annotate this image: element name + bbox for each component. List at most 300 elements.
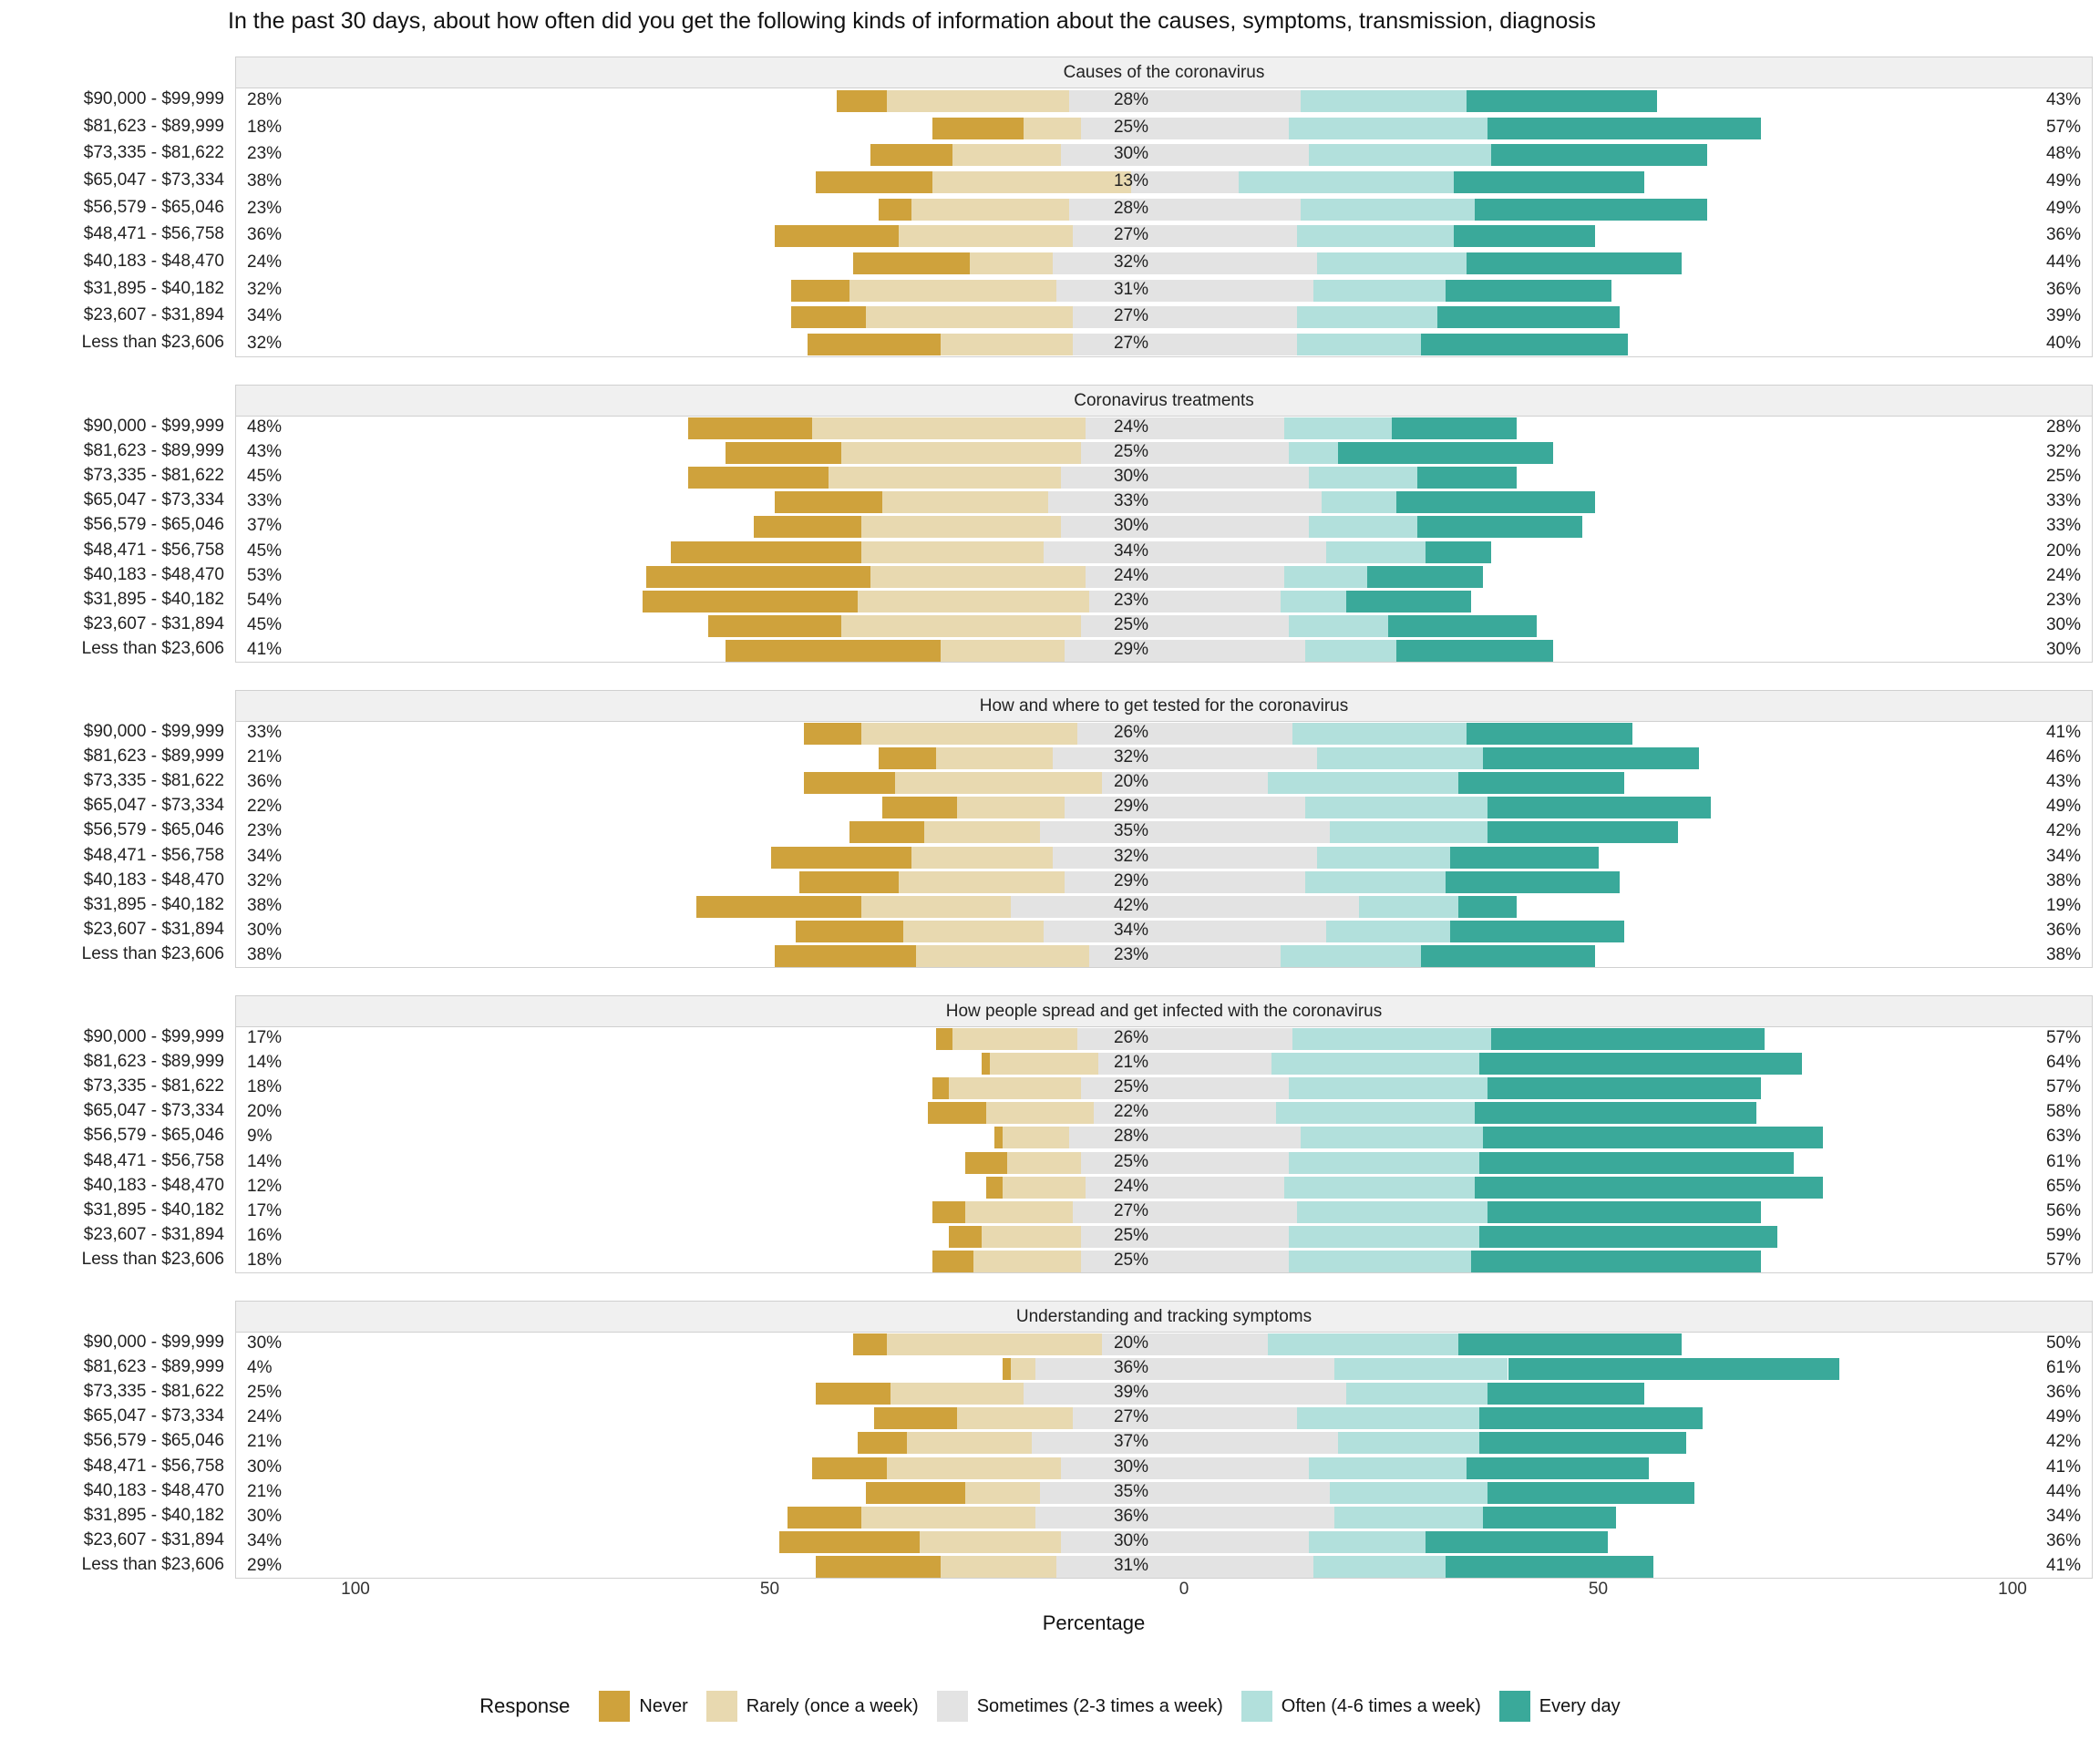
bar-segment-rarely [982, 1226, 1081, 1248]
bar-segment-every-day [1446, 871, 1620, 893]
bar-label-sometimes: 30% [1113, 144, 1148, 164]
bar-label-sometimes: 30% [1113, 1531, 1148, 1551]
bar-label-negative: 22% [247, 797, 283, 817]
bar-segment-every-day [1471, 1251, 1761, 1272]
bar-label-negative: 25% [247, 1383, 283, 1402]
legend-item[interactable] [599, 1691, 687, 1722]
bar-label-negative: 38% [247, 896, 283, 915]
bar-segment-sometimes [1053, 747, 1318, 769]
bar-label-negative: 23% [247, 821, 283, 841]
bar-segment-never [726, 442, 841, 464]
bar-segment-every-day [1396, 640, 1554, 662]
bar-label-sometimes: 23% [1113, 591, 1148, 610]
bar-segment-every-day [1479, 1407, 1703, 1429]
bar-segment-every-day [1450, 921, 1624, 942]
bar-segment-often [1297, 1201, 1488, 1223]
bar-segment-never [688, 417, 812, 439]
bar-segment-often [1297, 306, 1438, 328]
bar-segment-never [858, 1432, 908, 1454]
bar-label-negative: 24% [247, 1407, 283, 1427]
chart-panel [235, 57, 2093, 357]
bar-segment-every-day [1479, 1053, 1803, 1075]
bar-segment-rarely [841, 615, 1082, 637]
bar-label-negative: 53% [247, 565, 283, 585]
bar-segment-never [771, 847, 912, 869]
bar-label-negative: 18% [247, 1077, 283, 1096]
bar-label-sometimes: 33% [1113, 491, 1148, 511]
bar-label-negative: 14% [247, 1151, 283, 1171]
bar-segment-never [932, 1201, 965, 1223]
bar-segment-often [1330, 1482, 1488, 1504]
bar-label-positive: 61% [2045, 1151, 2081, 1171]
bar-segment-never [796, 921, 903, 942]
bar-label-positive: 57% [2045, 1027, 2081, 1047]
bar-segment-never [816, 171, 932, 193]
bar-segment-every-day [1417, 516, 1583, 538]
bar-label-sometimes: 35% [1113, 821, 1148, 841]
y-axis-label: Less than $23,606 [81, 333, 224, 353]
bar-segment-often [1317, 847, 1449, 869]
bar-segment-every-day [1491, 1028, 1765, 1050]
bar-segment-every-day [1367, 566, 1483, 588]
y-axis-label: $56,579 - $65,046 [83, 515, 224, 535]
bar-segment-rarely [941, 1556, 1056, 1578]
bar-segment-often [1301, 199, 1475, 221]
bar-segment-rarely [841, 442, 1082, 464]
bar-segment-never [928, 1102, 986, 1124]
bar-label-sometimes: 29% [1113, 870, 1148, 890]
bar-segment-every-day [1458, 772, 1624, 794]
bar-segment-rarely [1024, 118, 1082, 139]
y-axis-label: $65,047 - $73,334 [83, 796, 224, 816]
y-axis-label: $90,000 - $99,999 [83, 1026, 224, 1046]
bar-segment-rarely [887, 1333, 1102, 1355]
bar-segment-every-day [1488, 821, 1678, 843]
bar-label-negative: 29% [247, 1556, 283, 1576]
bar-label-sometimes: 24% [1113, 417, 1148, 437]
bar-segment-rarely [903, 921, 1045, 942]
bar-segment-sometimes [1065, 871, 1305, 893]
bar-segment-sometimes [1077, 1028, 1292, 1050]
bar-segment-never [837, 90, 887, 112]
bar-segment-sometimes [1044, 541, 1325, 563]
bar-segment-every-day [1467, 252, 1682, 274]
bar-segment-sometimes [1081, 442, 1288, 464]
bar-segment-every-day [1479, 1226, 1777, 1248]
bar-segment-often [1334, 1358, 1508, 1380]
bar-label-positive: 41% [2045, 722, 2081, 742]
bar-segment-never [932, 1077, 949, 1099]
bar-segment-sometimes [1081, 1077, 1288, 1099]
bar-segment-never [874, 1407, 957, 1429]
bar-label-negative: 32% [247, 279, 283, 299]
bar-segment-sometimes [1069, 1127, 1302, 1148]
bar-segment-every-day [1483, 747, 1698, 769]
bar-label-positive: 39% [2045, 306, 2081, 326]
bar-segment-rarely [986, 1102, 1094, 1124]
y-axis-label: $40,183 - $48,470 [83, 564, 224, 584]
bar-segment-sometimes [1053, 252, 1318, 274]
bar-label-negative: 9% [247, 1127, 273, 1147]
bar-segment-sometimes [1048, 491, 1322, 513]
bar-segment-rarely [861, 1507, 1035, 1529]
bar-label-positive: 42% [2045, 821, 2081, 841]
bar-segment-rarely [970, 252, 1053, 274]
chart-panel [235, 1301, 2093, 1579]
bar-segment-rarely [941, 640, 1065, 662]
bar-segment-rarely [861, 541, 1044, 563]
chart-panel [235, 995, 2093, 1273]
x-axis-title: Percentage [1042, 1611, 1146, 1634]
bar-segment-sometimes [1061, 467, 1310, 489]
bar-label-sometimes: 25% [1113, 1226, 1148, 1246]
bar-segment-rarely [899, 225, 1073, 247]
bar-segment-rarely [965, 1201, 1073, 1223]
bar-segment-often [1346, 1383, 1488, 1405]
legend-swatch [1241, 1691, 1272, 1722]
bar-label-positive: 19% [2045, 896, 2081, 915]
bar-segment-often [1289, 1226, 1479, 1248]
bar-label-negative: 34% [247, 306, 283, 326]
bar-label-negative: 33% [247, 491, 283, 511]
bar-label-negative: 32% [247, 870, 283, 890]
y-axis-label: $81,623 - $89,999 [83, 116, 224, 136]
legend-item[interactable] [1499, 1691, 1621, 1722]
bar-segment-often [1301, 1127, 1483, 1148]
bar-segment-sometimes [1081, 1152, 1288, 1174]
legend-swatch [599, 1691, 630, 1722]
y-axis-label: $40,183 - $48,470 [83, 1480, 224, 1500]
y-axis-label: $56,579 - $65,046 [83, 820, 224, 840]
bar-label-positive: 40% [2045, 334, 2081, 354]
bar-segment-rarely [920, 1531, 1061, 1553]
y-axis-label: $31,895 - $40,182 [83, 278, 224, 298]
panel-title: Causes of the coronavirus [236, 57, 2092, 88]
y-axis-label: $23,607 - $31,894 [83, 920, 224, 940]
legend-item[interactable] [937, 1691, 1223, 1722]
y-axis-label: $48,471 - $56,758 [83, 1456, 224, 1476]
legend-swatch [1499, 1691, 1530, 1722]
bar-segment-every-day [1483, 1127, 1823, 1148]
bar-segment-never [804, 772, 895, 794]
bar-label-negative: 17% [247, 1027, 283, 1047]
panel-plot-area [236, 1332, 2092, 1578]
y-axis-label: $81,623 - $89,999 [83, 1356, 224, 1376]
bar-label-negative: 16% [247, 1226, 283, 1246]
bar-segment-never [1003, 1358, 1011, 1380]
y-axis-label: $73,335 - $81,622 [83, 1382, 224, 1401]
bar-label-sometimes: 39% [1113, 1383, 1148, 1402]
bar-segment-often [1334, 1507, 1484, 1529]
bar-label-positive: 30% [2045, 615, 2081, 635]
panel-title: How and where to get tested for the coronavirus [236, 691, 2092, 722]
bar-segment-every-day [1467, 90, 1657, 112]
y-axis-label: $56,579 - $65,046 [83, 1431, 224, 1451]
y-axis-label: $31,895 - $40,182 [83, 1506, 224, 1525]
bar-label-sometimes: 32% [1113, 846, 1148, 866]
bar-segment-often [1297, 225, 1455, 247]
chart-title: In the past 30 days, about how often did you get the following kinds of information about the causes, symptoms, transmission, diagnosis [228, 8, 1596, 34]
bar-label-negative: 30% [247, 1507, 283, 1526]
bar-segment-often [1289, 1077, 1488, 1099]
bar-segment-often [1284, 1177, 1475, 1199]
bar-label-positive: 33% [2045, 516, 2081, 536]
bar-label-sometimes: 42% [1113, 896, 1148, 915]
bar-label-positive: 36% [2045, 225, 2081, 245]
bar-segment-every-day [1483, 1507, 1615, 1529]
bar-segment-never [879, 747, 937, 769]
panel-title: How people spread and get infected with the coronavirus [236, 996, 2092, 1027]
bar-segment-never [775, 945, 916, 967]
y-axis-label: Less than $23,606 [81, 1250, 224, 1270]
bar-label-negative: 30% [247, 1333, 283, 1353]
bar-segment-every-day [1388, 615, 1538, 637]
bar-segment-every-day [1475, 1102, 1756, 1124]
bar-label-sometimes: 25% [1113, 1077, 1148, 1096]
bar-segment-often [1359, 896, 1458, 918]
bar-segment-every-day [1446, 280, 1611, 302]
bar-segment-rarely [965, 1482, 1040, 1504]
bar-segment-never [808, 334, 940, 355]
bar-segment-sometimes [1069, 90, 1302, 112]
bar-segment-every-day [1396, 491, 1595, 513]
bar-label-sometimes: 25% [1113, 117, 1148, 137]
bar-label-positive: 41% [2045, 1556, 2081, 1576]
bar-segment-never [708, 615, 840, 637]
bar-label-positive: 61% [2045, 1357, 2081, 1377]
bar-segment-never [754, 516, 861, 538]
bar-segment-sometimes [1065, 797, 1305, 818]
bar-segment-sometimes [1069, 199, 1302, 221]
bar-segment-every-day [1467, 723, 1632, 745]
bar-segment-every-day [1491, 144, 1706, 166]
bar-segment-every-day [1446, 1556, 1652, 1578]
bar-label-sometimes: 27% [1113, 225, 1148, 245]
bar-segment-every-day [1475, 199, 1707, 221]
x-axis-tick: 50 [759, 1580, 780, 1599]
bar-segment-rarely [952, 144, 1060, 166]
bar-segment-often [1289, 442, 1339, 464]
bar-segment-never [812, 1457, 887, 1479]
bar-segment-sometimes [1073, 1407, 1296, 1429]
y-axis-label: $73,335 - $81,622 [83, 1076, 224, 1096]
bar-segment-never [936, 1028, 952, 1050]
bar-label-sometimes: 37% [1113, 1432, 1148, 1452]
bar-segment-never [853, 252, 969, 274]
bar-segment-sometimes [1061, 144, 1310, 166]
bar-segment-often [1292, 723, 1467, 745]
y-axis-label: $23,607 - $31,894 [83, 305, 224, 325]
bar-segment-often [1281, 945, 1422, 967]
bar-segment-every-day [1346, 591, 1470, 612]
bar-segment-never [994, 1127, 1003, 1148]
bar-segment-often [1317, 747, 1483, 769]
bar-label-positive: 43% [2045, 89, 2081, 109]
bar-segment-never [804, 723, 862, 745]
bar-segment-never [870, 144, 953, 166]
bar-segment-often [1268, 1333, 1458, 1355]
bar-label-sometimes: 22% [1113, 1102, 1148, 1122]
y-axis-label: $90,000 - $99,999 [83, 721, 224, 741]
bar-label-negative: 34% [247, 1531, 283, 1551]
bar-segment-rarely [866, 306, 1073, 328]
y-axis-label: $48,471 - $56,758 [83, 1150, 224, 1170]
bar-label-positive: 25% [2045, 467, 2081, 486]
bar-segment-never [879, 199, 911, 221]
bar-label-sometimes: 32% [1113, 746, 1148, 767]
bar-segment-often [1313, 1556, 1446, 1578]
bar-segment-rarely [887, 1457, 1061, 1479]
bar-segment-never [816, 1383, 890, 1405]
y-axis-label: $40,183 - $48,470 [83, 252, 224, 272]
bar-label-negative: 12% [247, 1176, 283, 1196]
bar-label-positive: 44% [2045, 252, 2081, 273]
bar-label-positive: 57% [2045, 117, 2081, 137]
bar-segment-rarely [1003, 1127, 1069, 1148]
y-axis-label: $81,623 - $89,999 [83, 746, 224, 766]
bar-label-negative: 21% [247, 1432, 283, 1452]
bar-segment-rarely [861, 723, 1076, 745]
bar-label-negative: 54% [247, 591, 283, 610]
bar-segment-rarely [936, 747, 1052, 769]
bar-label-negative: 23% [247, 198, 283, 218]
bar-segment-sometimes [1081, 1251, 1288, 1272]
bar-segment-sometimes [1053, 847, 1318, 869]
bar-segment-sometimes [1035, 1358, 1333, 1380]
bar-segment-every-day [1488, 1482, 1694, 1504]
y-axis-label: $65,047 - $73,334 [83, 1101, 224, 1121]
bar-label-sometimes: 25% [1113, 615, 1148, 635]
bar-segment-often [1309, 1531, 1425, 1553]
legend-item[interactable] [1241, 1691, 1481, 1722]
bar-segment-never [791, 306, 866, 328]
bar-segment-every-day [1488, 118, 1761, 139]
bar-label-positive: 41% [2045, 1457, 2081, 1477]
bar-label-negative: 34% [247, 846, 283, 866]
bar-segment-every-day [1437, 306, 1620, 328]
bar-label-positive: 38% [2045, 870, 2081, 890]
bar-segment-rarely [990, 1053, 1097, 1075]
bar-label-positive: 42% [2045, 1432, 2081, 1452]
y-axis-label: $31,895 - $40,182 [83, 590, 224, 609]
legend-label: Sometimes (2-3 times a week) [976, 1695, 1223, 1716]
bar-segment-never [882, 797, 957, 818]
legend-label: Often (4-6 times a week) [1281, 1695, 1481, 1716]
bar-segment-never [775, 225, 899, 247]
bar-label-sometimes: 27% [1113, 306, 1148, 326]
bar-label-sometimes: 26% [1113, 722, 1148, 742]
legend-item[interactable] [706, 1691, 919, 1722]
bar-segment-rarely [829, 467, 1061, 489]
bar-segment-rarely [899, 871, 1065, 893]
y-axis-label: $40,183 - $48,470 [83, 870, 224, 890]
bar-segment-every-day [1508, 1358, 1840, 1380]
bar-segment-often [1292, 1028, 1491, 1050]
bar-segment-rarely [895, 772, 1102, 794]
bar-segment-sometimes [1040, 821, 1330, 843]
bar-segment-often [1326, 921, 1450, 942]
bar-segment-rarely [911, 199, 1069, 221]
bar-label-positive: 56% [2045, 1201, 2081, 1220]
bar-segment-sometimes [1081, 1226, 1288, 1248]
bar-label-sometimes: 21% [1113, 1052, 1148, 1072]
y-axis-label: $65,047 - $73,334 [83, 1406, 224, 1426]
bar-label-negative: 45% [247, 615, 283, 635]
y-axis-label: $56,579 - $65,046 [83, 197, 224, 217]
bar-segment-rarely [941, 334, 1073, 355]
bar-segment-often [1289, 1152, 1479, 1174]
bar-segment-often [1284, 566, 1367, 588]
bar-segment-sometimes [1056, 280, 1313, 302]
legend-swatch [937, 1691, 968, 1722]
bar-segment-never [949, 1226, 982, 1248]
bar-label-positive: 43% [2045, 772, 2081, 791]
bar-label-sometimes: 20% [1113, 772, 1148, 791]
bar-label-positive: 36% [2045, 1531, 2081, 1551]
bar-label-negative: 38% [247, 945, 283, 965]
bar-segment-every-day [1426, 1531, 1608, 1553]
bar-segment-never [646, 566, 870, 588]
bar-label-positive: 20% [2045, 540, 2081, 561]
y-axis-label: $31,895 - $40,182 [83, 1200, 224, 1220]
bar-label-negative: 38% [247, 170, 283, 190]
y-axis-label: Less than $23,606 [81, 1555, 224, 1575]
bar-segment-sometimes [1065, 640, 1305, 662]
bar-label-sometimes: 34% [1113, 540, 1148, 561]
bar-segment-often [1284, 417, 1392, 439]
bar-label-positive: 36% [2045, 921, 2081, 941]
bar-label-sometimes: 36% [1113, 1357, 1148, 1377]
y-axis-label: Less than $23,606 [81, 944, 224, 964]
bar-segment-sometimes [1073, 225, 1296, 247]
bar-label-negative: 41% [247, 640, 283, 660]
bar-segment-often [1313, 280, 1446, 302]
bar-label-negative: 36% [247, 772, 283, 791]
bar-label-sometimes: 25% [1113, 441, 1148, 461]
bar-label-positive: 49% [2045, 797, 2081, 817]
bar-segment-never [696, 896, 862, 918]
bar-label-positive: 63% [2045, 1127, 2081, 1147]
bar-segment-every-day [1488, 1383, 1645, 1405]
bar-segment-never [965, 1152, 1006, 1174]
bar-label-negative: 33% [247, 722, 283, 742]
bar-segment-every-day [1458, 1333, 1682, 1355]
bar-segment-every-day [1488, 1077, 1761, 1099]
bar-label-sometimes: 31% [1113, 279, 1148, 299]
bar-segment-rarely [861, 516, 1060, 538]
bar-segment-rarely [812, 417, 1086, 439]
bar-segment-never [791, 280, 849, 302]
y-axis-label: $73,335 - $81,622 [83, 771, 224, 790]
bar-label-sometimes: 35% [1113, 1481, 1148, 1501]
bar-label-sometimes: 23% [1113, 945, 1148, 965]
bar-label-sometimes: 29% [1113, 640, 1148, 660]
bar-segment-every-day [1450, 847, 1600, 869]
bar-segment-rarely [882, 491, 1048, 513]
panel-title: Understanding and tracking symptoms [236, 1302, 2092, 1333]
panel-plot-area [236, 1026, 2092, 1272]
bar-label-positive: 32% [2045, 441, 2081, 461]
bar-label-negative: 30% [247, 1457, 283, 1477]
panel-plot-area [236, 721, 2092, 967]
y-axis-label: $56,579 - $65,046 [83, 1126, 224, 1146]
bar-segment-rarely [1007, 1152, 1082, 1174]
bar-segment-rarely [849, 280, 1056, 302]
bar-segment-never [849, 821, 924, 843]
bar-segment-often [1326, 541, 1426, 563]
bar-label-positive: 36% [2045, 279, 2081, 299]
bar-label-negative: 4% [247, 1357, 273, 1377]
